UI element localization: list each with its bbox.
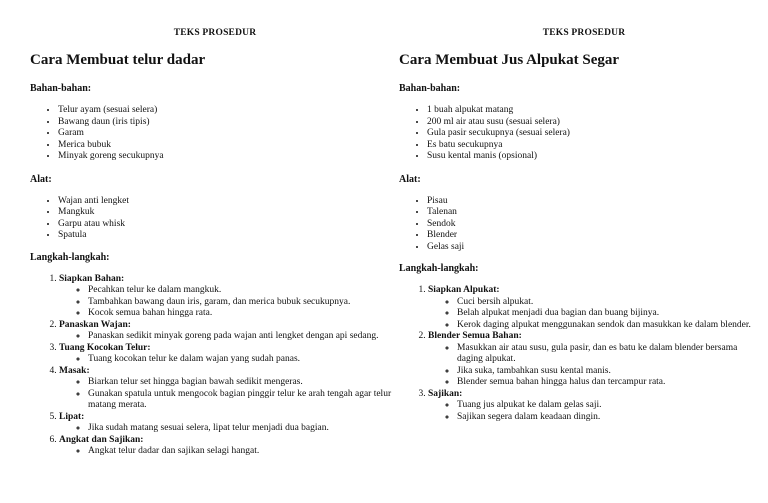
substep-item: ◦ Panaskan sedikit minyak goreng pada wajan anti lengket dengan api sedang. xyxy=(88,331,400,343)
list-item: • Minyak goreng secukupnya xyxy=(58,151,400,163)
ingredients-list xyxy=(399,105,768,163)
step-title: Sajikan: xyxy=(428,388,463,399)
list-item: • Merica bubuk xyxy=(58,140,400,152)
ingredients-heading: Bahan-bahan: xyxy=(30,83,92,94)
step-item xyxy=(59,274,400,320)
list-item: • Garpu atau whisk xyxy=(58,219,400,231)
list-item: • Telur ayam (sesuai selera) xyxy=(58,105,400,117)
list-item: • Blender xyxy=(427,230,768,242)
step-item xyxy=(428,285,768,331)
recipe-title: Cara Membuat telur dadar xyxy=(30,52,206,68)
list-item: • Mangkuk xyxy=(58,207,400,219)
list-item: • Wajan anti lengket xyxy=(58,196,400,208)
step-title: Panaskan Wajan: xyxy=(59,319,131,330)
document-header: TEKS PROSEDUR xyxy=(173,28,257,38)
step-title: Lipat: xyxy=(59,411,85,422)
list-item: • Gelas saji xyxy=(427,242,768,254)
substep-item: ◦ Gunakan spatula untuk mengocok bagian pinggir telur ke arah tengah agar telur matang merata. xyxy=(88,389,400,412)
step-item xyxy=(428,331,768,389)
step-title: Siapkan Alpukat: xyxy=(428,285,500,295)
substep-item: ◦ Tuang kocokan telur ke dalam wajan yang sudah panas. xyxy=(88,354,400,366)
substep-item: ◦ Tambahkan bawang daun iris, garam, dan merica bubuk secukupnya. xyxy=(88,297,400,309)
substep-list xyxy=(428,400,768,423)
step-title: Tuang Kocokan Telur: xyxy=(59,342,151,353)
ingredients-heading: Bahan-bahan: xyxy=(399,83,461,94)
list-item: • 1 buah alpukat matang xyxy=(427,105,768,117)
step-title: Angkat dan Sajikan: xyxy=(59,434,144,445)
step-item xyxy=(428,389,768,424)
list-item: • Garam xyxy=(58,128,400,140)
step-title: Blender Semua Bahan: xyxy=(428,331,522,341)
tools-list xyxy=(399,196,768,254)
substep-item: ◦ Tuang jus alpukat ke dalam gelas saji. xyxy=(457,400,768,412)
substep-item: ◦ Pecahkan telur ke dalam mangkuk. xyxy=(88,285,400,297)
list-item: • Pisau xyxy=(427,196,768,208)
substep-list xyxy=(59,285,400,320)
substep-item: ◦ Blender semua bahan hingga halus dan tercampur rata. xyxy=(457,377,768,389)
right-page xyxy=(399,0,768,423)
tools-heading: Alat: xyxy=(399,173,421,185)
list-item: • Es batu secukupnya xyxy=(427,140,768,152)
step-item xyxy=(59,435,400,458)
substep-item: ◦ Kerok daging alpukat menggunakan sendok dan masukkan ke dalam blender. xyxy=(457,320,768,332)
list-item: • Gula pasir secukupnya (sesuai selera) xyxy=(427,128,768,140)
list-item: • Talenan xyxy=(427,207,768,219)
step-item xyxy=(59,366,400,412)
list-item: • Bawang daun (iris tipis) xyxy=(58,117,400,129)
steps-list xyxy=(399,285,768,423)
ingredients-list xyxy=(30,105,400,163)
document-header: TEKS PROSEDUR xyxy=(542,28,626,38)
step-title: Siapkan Bahan: xyxy=(59,273,125,284)
substep-list xyxy=(428,297,768,332)
substep-item: ◦ Biarkan telur set hingga bagian bawah sedikit mengeras. xyxy=(88,377,400,389)
step-item xyxy=(59,343,400,366)
substep-list xyxy=(428,343,768,389)
substep-list xyxy=(59,331,400,343)
substep-list xyxy=(59,446,400,458)
left-page xyxy=(30,0,400,458)
substep-item: ◦ Sajikan segera dalam keadaan dingin. xyxy=(457,412,768,424)
substep-list xyxy=(59,423,400,435)
substep-list xyxy=(59,354,400,366)
step-item xyxy=(59,412,400,435)
substep-list xyxy=(59,377,400,412)
substep-item: ◦ Kocok semua bahan hingga rata. xyxy=(88,308,400,320)
steps-list xyxy=(30,274,400,458)
tools-heading: Alat: xyxy=(30,173,52,185)
recipe-title: Cara Membuat Jus Alpukat Segar xyxy=(399,52,620,68)
substep-item: ◦ Jika sudah matang sesuai selera, lipat telur menjadi dua bagian. xyxy=(88,423,400,435)
step-item xyxy=(59,320,400,343)
step-title: Masak: xyxy=(59,365,90,376)
tools-list xyxy=(30,196,400,242)
list-item: • Sendok xyxy=(427,219,768,231)
list-item: • Susu kental manis (opsional) xyxy=(427,151,768,163)
list-item: • Spatula xyxy=(58,230,400,242)
list-item: • 200 ml air atau susu (sesuai selera) xyxy=(427,117,768,129)
substep-item: ◦ Jika suka, tambahkan susu kental manis. xyxy=(457,366,768,378)
substep-item: ◦ Masukkan air atau susu, gula pasir, dan es batu ke dalam blender bersama daging alpukat. xyxy=(457,343,768,366)
substep-item: ◦ Angkat telur dadar dan sajikan selagi hangat. xyxy=(88,446,400,458)
steps-heading: Langkah-langkah: xyxy=(30,251,110,263)
steps-heading: Langkah-langkah: xyxy=(399,263,479,274)
substep-item: ◦ Belah alpukat menjadi dua bagian dan buang bijinya. xyxy=(457,308,768,320)
substep-item: ◦ Cuci bersih alpukat. xyxy=(457,297,768,309)
